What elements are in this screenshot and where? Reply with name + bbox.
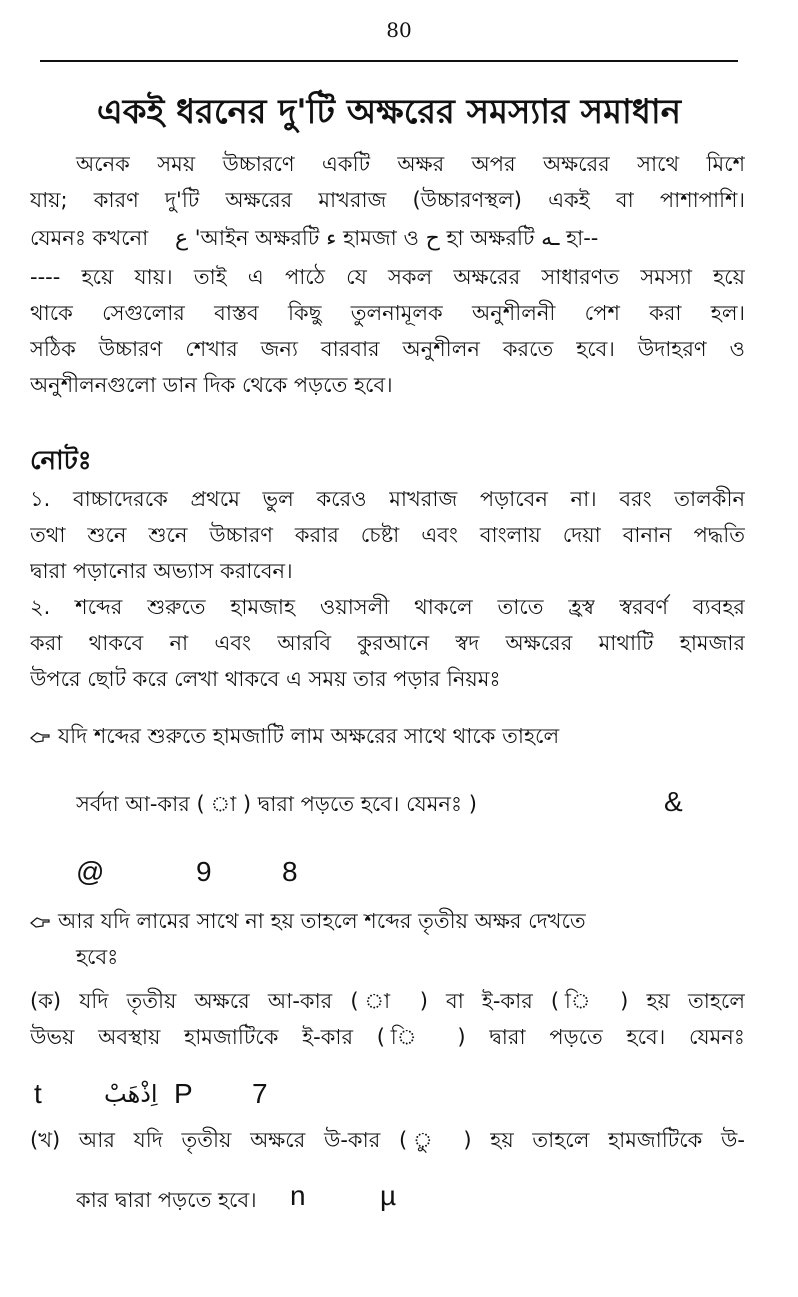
example-glyph: n: [290, 1180, 306, 1211]
page-title: একই ধরনের দু'টি অক্ষরের সমস্যার সমাধান: [96, 92, 682, 132]
note-1-line-1: ১. বাচ্চাদেরকে প্রথমে ভুল করেও মাখরাজ পড়াবেন না। বরং তালকীন: [30, 487, 745, 511]
intro-text: হামজা ও: [343, 226, 419, 250]
note-point-1: [30, 481, 745, 589]
header-rule: [40, 60, 738, 62]
note-1-line-3: দ্বারা পড়ানোর অভ্যাস করাবেন।: [30, 559, 293, 583]
example-glyph: 9: [196, 856, 212, 887]
arabic-example-izhab: اِذْهَبْ: [104, 1080, 158, 1108]
intro-line-5: থাকে সেগুলোর বাস্তব কিছু তুলনামূলক অনুশীলনী পেশ করা হল।: [30, 301, 745, 325]
hand-pointer-icon: [30, 730, 50, 744]
bullet-1: [30, 718, 745, 754]
intro-text: যেমনঃ কখনো: [30, 226, 149, 250]
note-1-line-2: তথা শুনে শুনে উচ্চারণ করার চেষ্টা এবং বাংলায় দেয়া বানান পদ্ধতি: [30, 523, 745, 547]
arabic-hamza: ء: [326, 226, 337, 251]
example-glyph: µ: [380, 1180, 397, 1211]
intro-text: 'আইন অক্ষরটি: [194, 226, 320, 250]
example-glyph: @: [76, 856, 105, 887]
intro-text: হা--: [566, 226, 599, 250]
intro-line-4: ---- হয়ে যায়। তাই এ পাঠে যে সকল অক্ষরের সাধারণত সমস্যা হয়ে: [30, 265, 745, 289]
page-number: 80: [386, 18, 412, 42]
example-glyph: P: [174, 1078, 193, 1109]
arabic-ain: ع: [174, 226, 189, 251]
ka-line-1: (ক) যদি তৃতীয় অক্ষরে আ-কার ( া ) বা ই-কার ( ি ) হয় তাহলে: [30, 989, 745, 1013]
kha-line-1: (খ) আর যদি তৃতীয় অক্ষরে উ-কার ( ু ) হয় তাহলে হামজাটিকে উ-: [30, 1128, 745, 1152]
intro-line-1: অনেক সময় উচ্চারণে একটি অক্ষর অপর অক্ষরের সাথে মিশে: [76, 152, 745, 176]
example-glyph: 8: [282, 856, 298, 887]
note-heading: নোটঃ: [30, 446, 92, 476]
note-2-line-2: করা থাকবে না এবং আরবি কুরআনে স্বদ অক্ষরের মাথাটি হামজার: [30, 631, 745, 655]
bullet-2: [30, 903, 745, 975]
bullet-2-line-1: [30, 903, 745, 939]
bullet-1-line-1: [30, 718, 745, 754]
arabic-ha-final: ـه: [541, 226, 560, 251]
example-glyph: 7: [252, 1078, 268, 1109]
intro-line-2: যায়; কারণ দু'টি অক্ষরের মাখরাজ (উচ্চারণস্থল) একই বা পাশাপাশি।: [30, 188, 745, 212]
example-glyph: t: [34, 1078, 42, 1109]
note-2-line-3: উপরে ছোট করে লেখা থাকবে এ সময় তার পড়ার নিয়মঃ: [30, 667, 501, 691]
bullet-1-text-2: সর্বদা আ-কার ( া ) দ্বারা পড়তে হবে। যেমনঃ ): [76, 792, 477, 816]
note-point-2: [30, 589, 745, 697]
arabic-ha: ح: [425, 226, 440, 251]
bullet-2-line-2: হবেঃ: [76, 945, 119, 969]
kha-text-2: কার দ্বারা পড়তে হবে।: [76, 1188, 257, 1212]
bullet-1-text: যদি শব্দের শুরুতে হামজাটি লাম অক্ষরের সাথে থাকে তাহলে: [58, 724, 560, 748]
intro-line-7: অনুশীলনগুলো ডান দিক থেকে পড়তে হবে।: [30, 373, 393, 397]
kha-line-2: [76, 1182, 276, 1218]
intro-line-3: [30, 218, 745, 259]
note-2-line-1: ২. শব্দের শুরুতে হামজাহ ওয়াসলী থাকলে তাতে হ্রস্ব স্বরবর্ণ ব্যবহর: [30, 595, 745, 619]
example-glyph: &: [664, 786, 683, 817]
hand-pointer-icon: [30, 915, 50, 929]
ka-line-2: উভয় অবস্থায় হামজাটিকে ই-কার ( ি ) দ্বারা পড়তে হবে। যেমনঃ: [30, 1025, 745, 1049]
intro-paragraph: [30, 146, 745, 403]
rule-kha: [30, 1122, 745, 1158]
rule-ka: [30, 983, 745, 1055]
bullet-1-line-2: [76, 786, 676, 822]
intro-line-6: সঠিক উচ্চারণ শেখার জন্য বারবার অনুশীলন করতে হবে। উদাহরণ ও: [30, 337, 745, 361]
bullet-2-text: আর যদি লামের সাথে না হয় তাহলে শব্দের তৃতীয় অক্ষর দেখতে: [58, 909, 586, 933]
intro-text: হা অক্ষরটি: [446, 226, 535, 250]
